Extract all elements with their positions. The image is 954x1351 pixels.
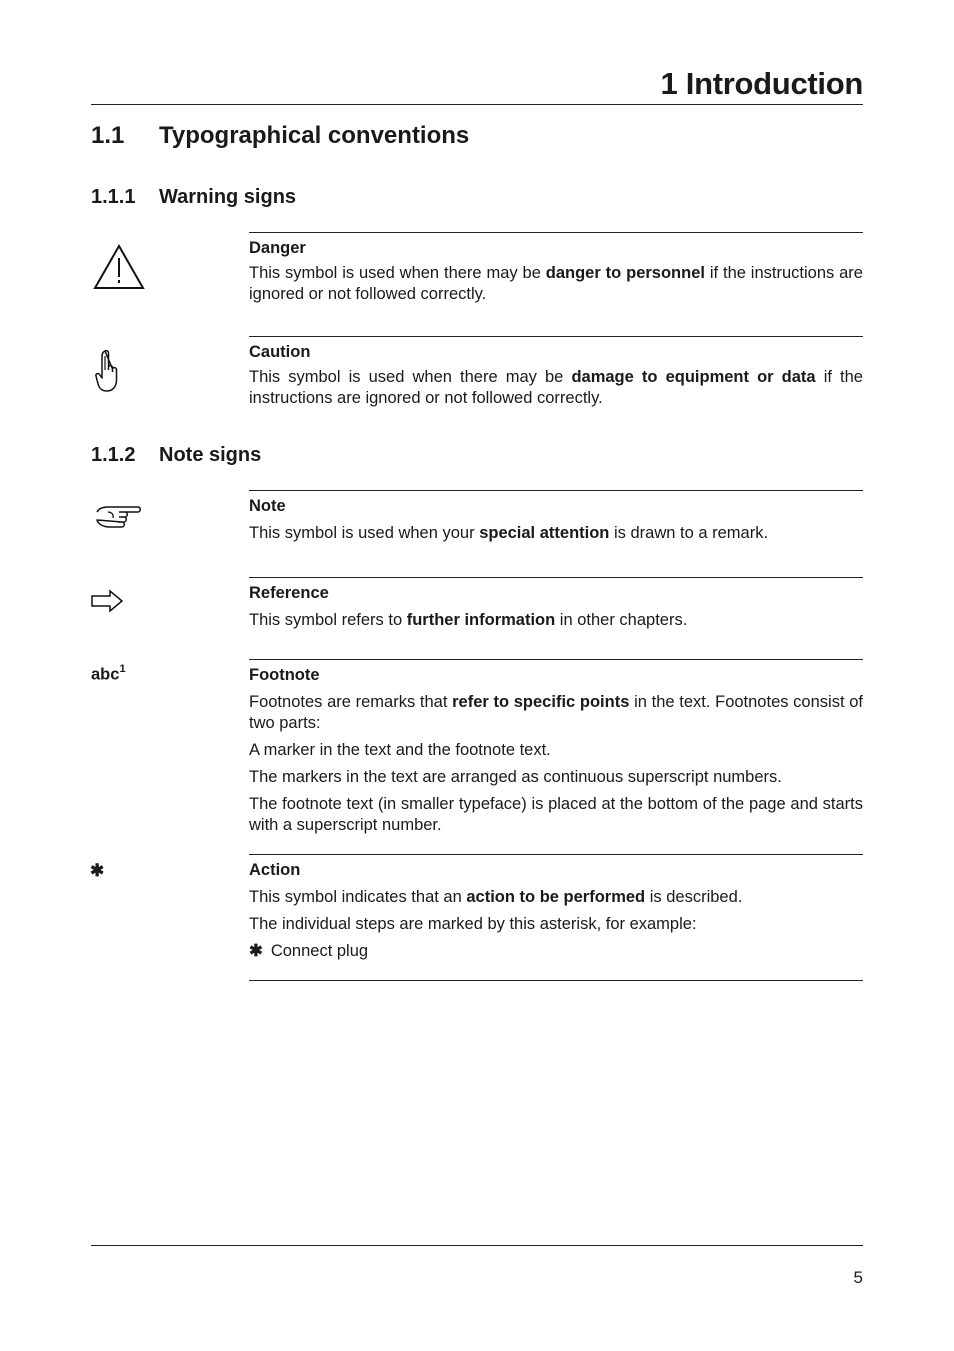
warning-triangle-icon [93,243,145,296]
reference-text-b: in other chapters. [555,611,688,629]
warning-signs-number: 1.1.1 [91,186,136,208]
action-example [249,941,863,962]
footer-rule [91,1245,863,1246]
footnote-line2: A marker in the text and the footnote text. [249,741,551,759]
action-text-bold: action to be performed [466,888,646,906]
note-text-b: is drawn to a remark. [609,524,769,542]
note-block [249,490,863,544]
note-signs-title: Note signs [159,444,262,466]
section-number: 1.1 [91,122,125,149]
closing-rule [249,980,863,981]
danger-text-bold: danger to personnel [545,264,705,282]
caution-text-b: if the instructions are ignored or not followed correctly. [249,368,863,407]
footnote-line4: The footnote text (in smaller typeface) is placed at the bottom of the page and starts with a superscript number. [249,795,863,834]
action-text-a: This symbol indicates that an [249,888,467,906]
note-text-bold: special attention [479,524,610,542]
action-example-asterisk-icon: ✱ [249,942,263,960]
warning-signs-heading [91,186,296,209]
section-title: Typographical conventions [159,122,470,149]
danger-text-a: This symbol is used when there may be [249,264,546,282]
caution-text-a: This symbol is used when there may be [249,368,572,386]
section-heading [91,122,469,150]
danger-text-b: if the instructions are ignored or not followed correctly. [249,264,863,303]
danger-text [249,263,863,305]
note-title: Note [249,497,286,515]
action-example-text: Connect plug [270,942,369,960]
reference-title: Reference [249,584,329,602]
note-signs-heading [91,444,261,467]
raised-hand-icon [93,348,121,399]
footnote-title: Footnote [249,666,320,684]
warning-signs-title: Warning signs [159,186,297,208]
page-number: 5 [853,1268,863,1287]
footnote-marker-text: abc [91,665,120,684]
reference-text [249,610,863,631]
reference-text-a: This symbol refers to [249,611,407,629]
header-rule [91,104,863,105]
footnote-block [249,659,863,836]
pointing-hand-icon [95,503,143,536]
caution-block [249,336,863,409]
action-text-b: is described. [645,888,743,906]
action-title: Action [249,861,301,879]
footnote-marker-sup: 1 [119,663,126,675]
arrow-right-icon [90,589,124,618]
footnote-text-bold: refer to specific points [452,693,630,711]
footnote-line3: The markers in the text are arranged as continuous superscript numbers. [249,768,782,786]
note-text [249,523,863,544]
footnote-text [249,692,863,734]
caution-text [249,367,863,409]
danger-title: Danger [249,239,306,257]
note-text-a: This symbol is used when your [249,524,480,542]
caution-text-bold: damage to equipment or data [571,368,816,386]
reference-text-bold: further information [406,611,556,629]
asterisk-icon: ✱ [90,861,105,880]
action-text [249,887,863,908]
note-signs-number: 1.1.2 [91,444,136,466]
footnote-text-b: in the text. Footnotes consist of two parts: [249,693,863,732]
danger-block [249,232,863,305]
chapter-title: 1 Introduction [660,66,863,101]
footnote-text-a: Footnotes are remarks that [249,693,453,711]
action-line2: The individual steps are marked by this asterisk, for example: [249,915,697,933]
reference-block [249,577,863,631]
footnote-marker [91,664,126,685]
caution-title: Caution [249,343,311,361]
action-block [249,854,863,962]
